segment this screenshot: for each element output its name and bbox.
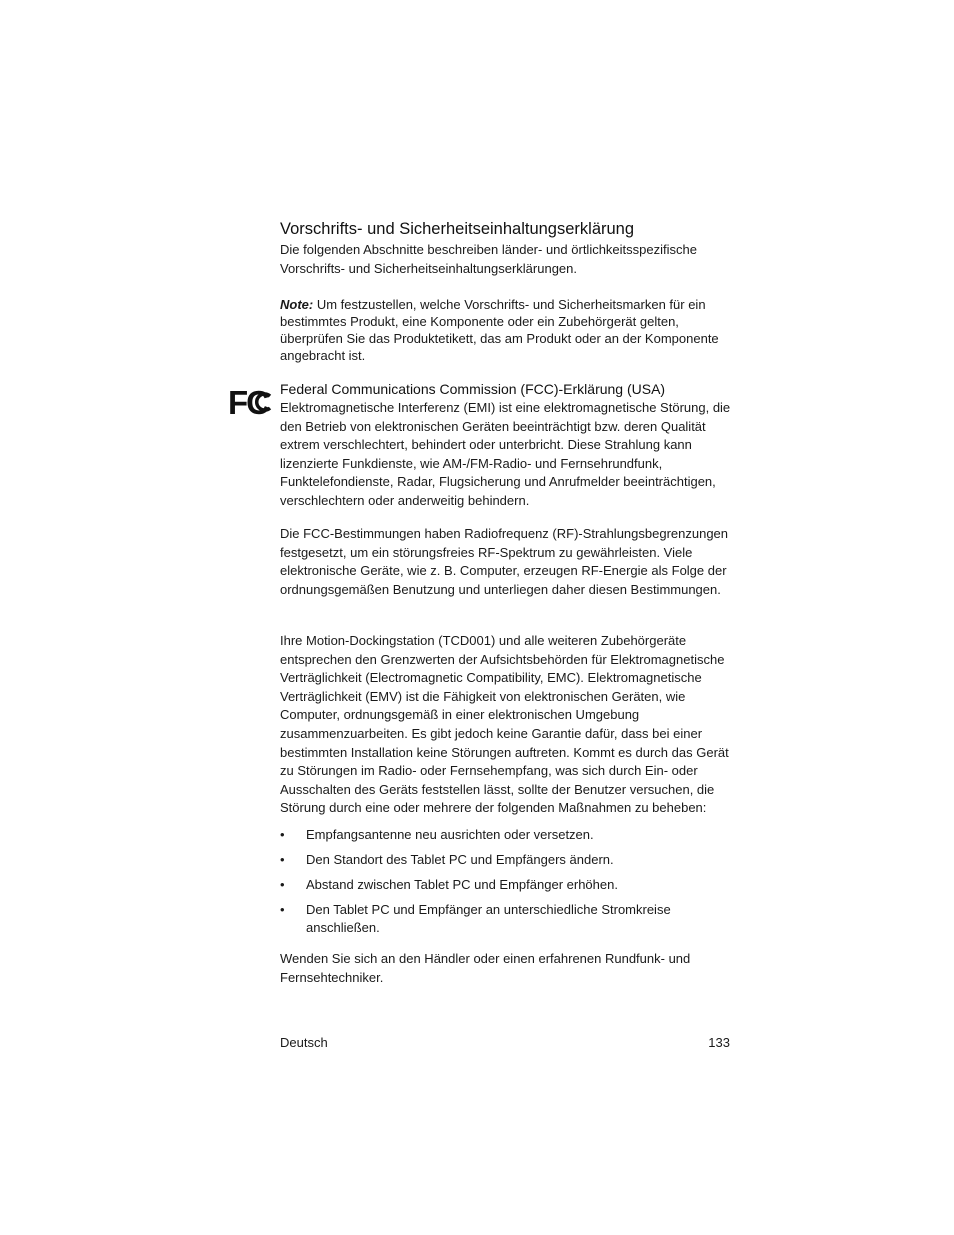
list-item xyxy=(280,826,732,844)
list-item-text: Abstand zwischen Tablet PC und Empfänger erhöhen. xyxy=(306,877,618,892)
list-item xyxy=(280,851,732,869)
note-paragraph xyxy=(280,296,732,364)
list-item xyxy=(280,901,732,937)
bullet-icon: • xyxy=(280,827,285,842)
page-number: 133 xyxy=(708,1035,730,1050)
list-item xyxy=(280,876,732,894)
list-item-text: Empfangsantenne neu ausrichten oder versetzen. xyxy=(306,827,594,842)
bullet-icon: • xyxy=(280,877,285,892)
fcc-paragraph-1: Elektromagnetische Interferenz (EMI) ist eine elektromagnetische Störung, die den Betrieb von elektronischen Geräten beeinträchtigt bzw. deren Qualität extrem verschlechtert, behindert oder unterbricht. Diese Strahlung kann lizenzierte Funkdienste, wie AM-/FM-Radio- und Fernsehrundfunk, Funktelefondienste, Radar, Flugsicherung und Anrufmelder beeinträchtigen, verschlechtern oder anderweitig behindern. xyxy=(280,400,731,508)
list-item-text: Den Tablet PC und Empfänger an unterschiedliche Stromkreise anschließen. xyxy=(306,902,671,935)
fcc-logo-text: FC xyxy=(228,385,268,419)
footer-language: Deutsch xyxy=(280,1035,328,1050)
note-label: Note: xyxy=(280,297,314,312)
fcc-heading: Federal Communications Commission (FCC)-Erklärung (USA) xyxy=(280,381,666,397)
fcc-paragraph-2: Die FCC-Bestimmungen haben Radiofrequenz (RF)-Strahlungsbegrenzungen festgesetzt, um ein störungsfreies RF-Spektrum zu gewährleisten. Viele elektronische Geräte, wie z. B. Computer, erzeugen RF-Energie als Folge der ordnungsgemäßen Benutzung und unterliegen daher diesen Bestimmungen. xyxy=(280,526,729,597)
closing-paragraph: Wenden Sie sich an den Händler oder einen erfahrenen Rundfunk- und Fernsehtechniker. xyxy=(280,951,691,985)
remedy-list xyxy=(280,826,732,944)
bullet-icon: • xyxy=(280,902,285,917)
note-text: Um festzustellen, welche Vorschrifts- und Sicherheitsmarken für ein bestimmtes Produkt, eine Komponente oder ein Zubehörgerät gelten, überprüfen Sie das Produktetikett, das am Produkt oder an der Komponente angebracht ist. xyxy=(280,297,719,363)
fcc-logo-icon xyxy=(228,385,274,419)
bullet-icon: • xyxy=(280,852,285,867)
intro-paragraph: Die folgenden Abschnitte beschreiben länder- und örtlichkeitsspezifische Vorschrifts- und Sicherheitseinhaltungserklärungen. xyxy=(280,242,697,276)
list-item-text: Den Standort des Tablet PC und Empfängers ändern. xyxy=(306,852,614,867)
section-heading: Vorschrifts- und Sicherheitseinhaltungserklärung xyxy=(280,220,635,238)
fcc-paragraph-3: Ihre Motion-Dockingstation (TCD001) und alle weiteren Zubehörgeräte entsprechen den Grenzwerten der Aufsichtsbehörden für Elektromagnetische Verträglichkeit (Electromagnetic Compatibility, EMC). Elektromagnetische Verträglichkeit (EMV) ist die Fähigkeit von elektronischen Geräten, wie Computer, ordnungsgemäß in einer elektronischen Umgebung zusammenzuarbeiten. Es gibt jedoch keine Garantie dafür, dass bei einer bestimmten Installation keine Störungen auftreten. Kommt es durch das Gerät zu Störungen im Radio- oder Fernsehempfang, was sich durch Ein- oder Ausschalten des Geräts feststellen lässt, sollte der Benutzer versuchen, die Störung durch eine oder mehrere der folgenden Maßnahmen zu beheben: xyxy=(280,633,729,816)
